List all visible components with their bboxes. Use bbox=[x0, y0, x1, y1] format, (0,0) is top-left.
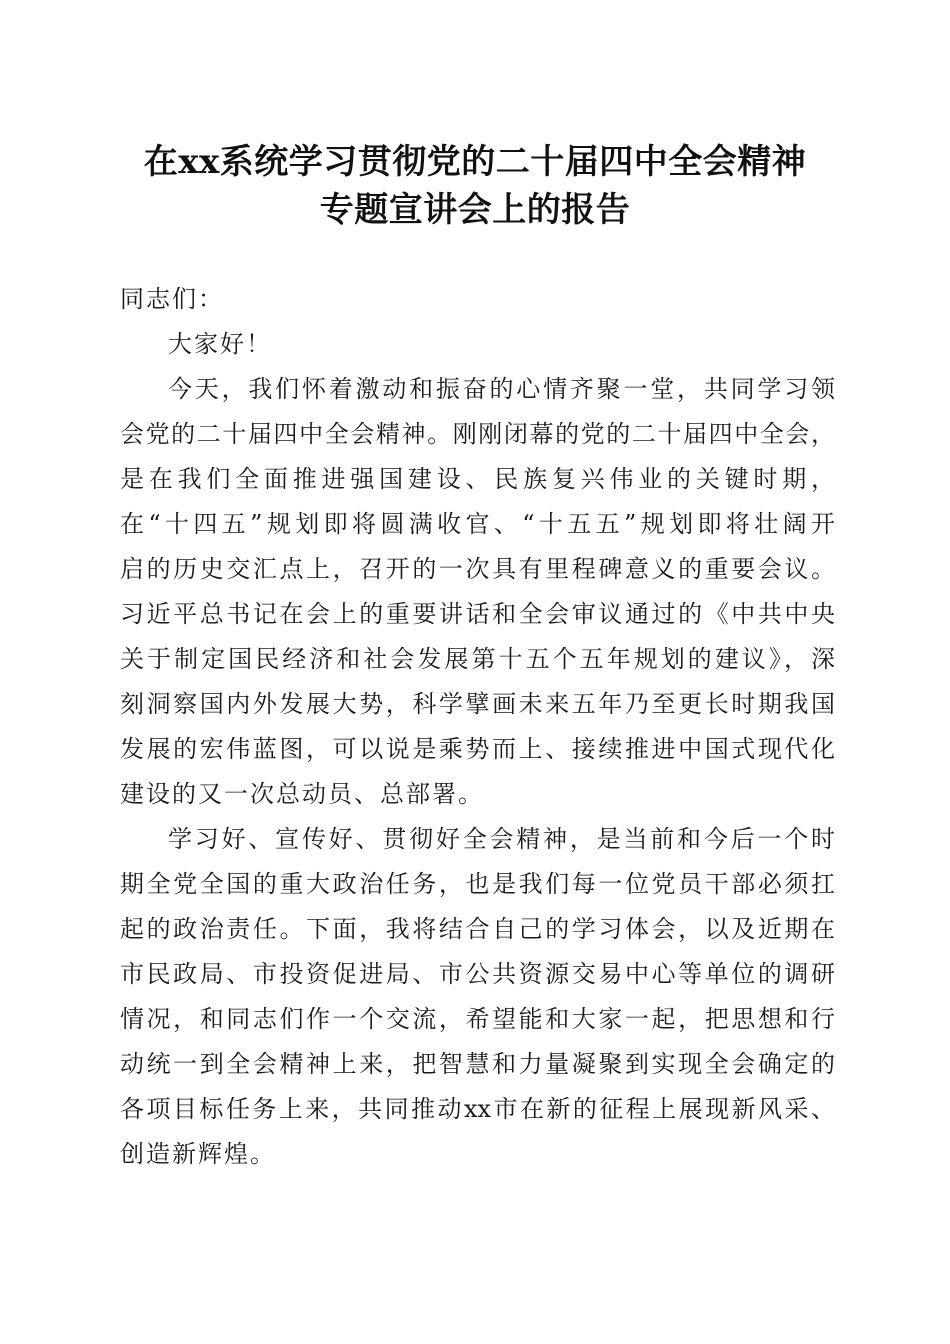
paragraph-line: 在“十四五”规划即将圆满收官、“十五五”规划即将壮阔开 bbox=[120, 510, 835, 538]
paragraph-line: 各项目标任务上来，共同推动xx市在新的征程上展现新风采、 bbox=[120, 1095, 835, 1123]
paragraph-line: 是在我们全面推进强国建设、民族复兴伟业的关键时期， bbox=[120, 465, 835, 493]
paragraph-line: 市民政局、市投资促进局、市公共资源交易中心等单位的调研 bbox=[120, 960, 835, 988]
paragraph-line: 发展的宏伟蓝图，可以说是乘势而上、接续推进中国式现代化 bbox=[120, 735, 835, 763]
paragraph-2 bbox=[120, 817, 835, 1177]
paragraph-line: 关于制定国民经济和社会发展第十五个五年规划的建议》，深 bbox=[120, 645, 835, 673]
document-title bbox=[100, 138, 850, 234]
title-line-2: 专题宣讲会上的报告 bbox=[319, 190, 631, 230]
greeting: 大家好！ bbox=[168, 330, 272, 358]
paragraph-line: 启的历史交汇点上，召开的一次具有里程碑意义的重要会议。 bbox=[120, 555, 835, 583]
paragraph-line: 创造新辉煌。 bbox=[120, 1140, 276, 1168]
paragraph-line: 情况，和同志们作一个交流，希望能和大家一起，把思想和行 bbox=[120, 1005, 835, 1033]
paragraph-line: 起的政治责任。下面，我将结合自己的学习体会，以及近期在 bbox=[120, 915, 835, 943]
document-body bbox=[120, 277, 835, 1177]
paragraph-line: 今天，我们怀着激动和振奋的心情齐聚一堂，共同学习领 bbox=[168, 375, 835, 403]
paragraph-line: 会党的二十届四中全会精神。刚刚闭幕的党的二十届四中全会， bbox=[120, 420, 835, 448]
paragraph-line: 期全党全国的重大政治任务，也是我们每一位党员干部必须扛 bbox=[120, 870, 835, 898]
salutation: 同志们： bbox=[120, 285, 224, 313]
paragraph-line: 习近平总书记在会上的重要讲话和全会审议通过的《中共中央 bbox=[120, 600, 835, 628]
paragraph-line: 学习好、宣传好、贯彻好全会精神，是当前和今后一个时 bbox=[168, 825, 835, 853]
title-line-1: 在xx系统学习贯彻党的二十届四中全会精神 bbox=[143, 142, 807, 182]
paragraph-line: 刻洞察国内外发展大势，科学擘画未来五年乃至更长时期我国 bbox=[120, 690, 835, 718]
paragraph-line: 动统一到全会精神上来，把智慧和力量凝聚到实现全会确定的 bbox=[120, 1050, 835, 1078]
paragraph-1 bbox=[120, 367, 835, 817]
paragraph-line: 建设的又一次总动员、总部署。 bbox=[120, 780, 484, 808]
